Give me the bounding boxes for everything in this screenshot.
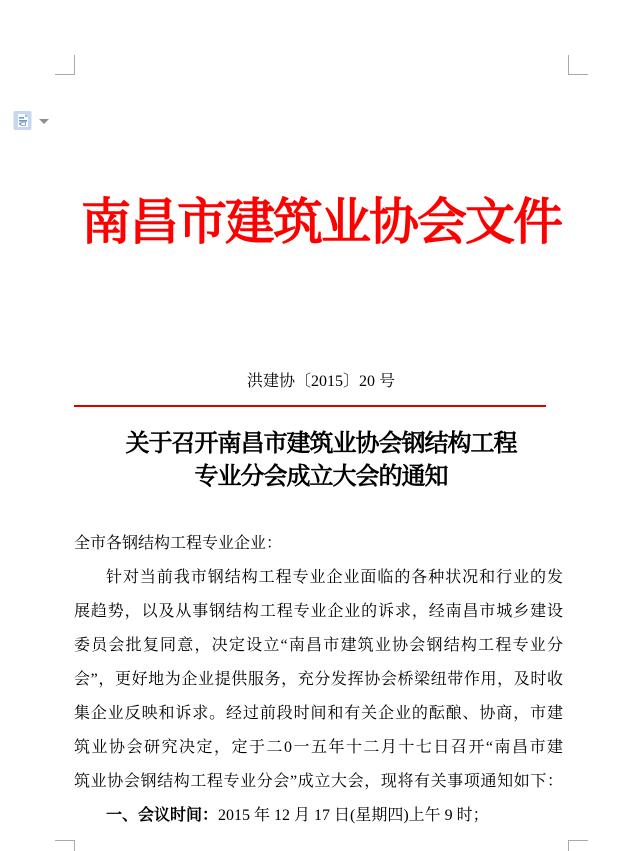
body-line: 筑业协会研究决定，定于二0一五年十二月十七日召开“南昌市建 (74, 739, 563, 756)
letterhead-divider-rule (74, 405, 546, 407)
body-line: 会”，更好地为企业提供服务，充分发挥协会桥梁纽带作用，及时收 (74, 671, 563, 688)
chevron-down-icon (39, 119, 49, 124)
document-title-line1: 关于召开南昌市建筑业协会钢结构工程 (125, 431, 517, 457)
meeting-time-line (74, 799, 563, 833)
text-boundary-mark-top-left (55, 55, 75, 75)
paste-options-icon (13, 110, 33, 131)
meeting-time-value: 2015 年 12 月 17 日(星期四)上午 9 时； (218, 807, 489, 824)
document-title-line2: 专业分会成立大会的通知 (194, 464, 448, 490)
body-line: 委员会批复同意，决定设立“南昌市建筑业协会钢结构工程专业分 (74, 637, 563, 654)
text-boundary-mark-top-right (568, 55, 588, 75)
salutation-line: 全市各钢结构工程专业企业： (74, 535, 283, 552)
document-title (74, 428, 568, 494)
body-line: 针对当前我市钢结构工程专业企业面临的各种状况和行业的发 (106, 569, 563, 586)
text-boundary-mark-bottom-right (568, 840, 588, 851)
body-line: 集企业反映和诉求。经过前段时间和有关企业的酝酿、协商，市建 (74, 705, 563, 722)
body-line: 展趋势，以及从事钢结构工程专业企业的诉求，经南昌市城乡建设 (74, 603, 563, 620)
document-number: 洪建协〔2015〕20 号 (246, 373, 395, 390)
paste-options-button[interactable] (13, 110, 49, 131)
body-line: 筑业协会钢结构工程专业分会”成立大会，现将有关事项通知如下： (74, 773, 563, 790)
meeting-time-label: 一、会议时间： (106, 807, 219, 824)
text-boundary-mark-bottom-left (55, 840, 75, 851)
letterhead-title: 南昌市建筑业协会文件 (81, 194, 561, 250)
document-body (74, 527, 563, 833)
